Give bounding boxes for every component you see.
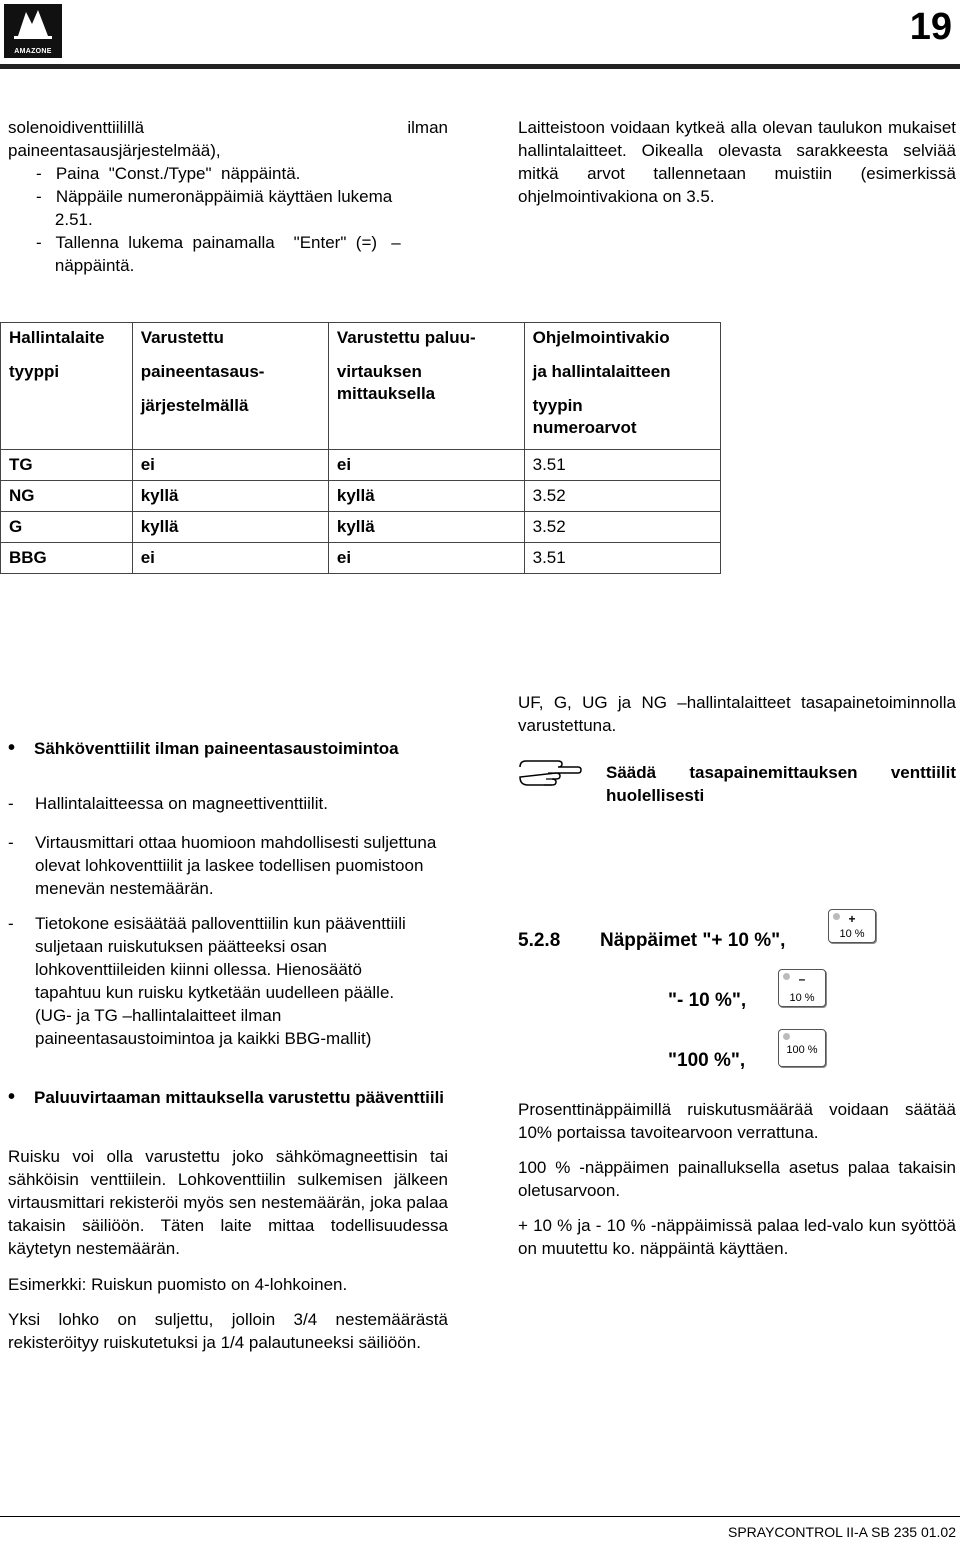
led-icon	[783, 1033, 790, 1040]
text-line: paineentasausjärjestelmää),	[8, 141, 221, 160]
table-cell: ei	[132, 450, 328, 481]
table-header-cell	[132, 323, 328, 450]
list-item: - Paina "Const./Type" näppäintä.	[36, 164, 301, 183]
header-line: Ohjelmointivakio	[532, 328, 670, 347]
table-cell: ei	[328, 450, 524, 481]
minus-10-key[interactable]	[778, 969, 826, 1007]
control-unit-table	[0, 322, 721, 574]
header-line: paineentasaus-	[140, 362, 265, 381]
logo-text: AMAZONE	[14, 48, 52, 55]
bullet-text: • Sähköventtiilit ilman paineentasaustoimintoa	[34, 737, 448, 760]
table-cell: 3.51	[524, 543, 720, 574]
header-line: ja hallintalaitteen	[532, 362, 671, 381]
key-label: 100 %	[786, 1044, 818, 1056]
dash-text: Virtausmittari ottaa huomioon mahdollisesti suljettuna olevat lohkoventtiilit ja laskee todellisen puomistoon menevän nestemäärän.	[35, 833, 437, 898]
right-top-text: Laitteistoon voidaan kytkeä alla olevan taulukon mukaiset hallintalaitteet. Oikealla olevasta sarakkeesta selviää mitkä arvot tallennetaan muistiin (esimerkissä ohjelmointivakiona on 3.5.	[518, 118, 956, 206]
paragraph: Ruisku voi olla varustettu joko sähkömagneettisin tai sähköisin venttiilein. Lohkoventtiilin sulkemisen jälkeen virtausmittari rekisteröi myös sen nestemäärän, joka palaa takaisin säiliöön. Täten laite mittaa todellisuudessa käytetyn nestemäärän.	[8, 1147, 448, 1258]
table-cell: 3.51	[524, 450, 720, 481]
page-header	[0, 0, 960, 64]
key-bottom-label: 10 %	[789, 992, 815, 1004]
section-title: Näppäimet "+ 10 %",	[600, 930, 786, 951]
table-row	[1, 512, 721, 543]
header-line: mittauksella	[336, 384, 436, 403]
key-bottom-label: 10 %	[839, 928, 865, 940]
table-cell: kyllä	[132, 512, 328, 543]
text-line: ilman	[407, 118, 448, 137]
list-item: - Tallenna lukema painamalla "Enter" (=) –	[36, 233, 401, 252]
paragraph: Prosenttinäppäimillä ruiskutusmäärää voidaan säätää 10% portaissa tavoitearvoon verrattuna.	[518, 1100, 956, 1142]
dash-item-1: - Hallintalaitteessa on magneettiventtiilit.	[8, 792, 448, 815]
text-line: solenoidiventtiilillä	[8, 118, 145, 137]
list-item: - Näppäile numeronäppäimiä käyttäen lukema	[36, 187, 393, 206]
key-top-label: +	[848, 912, 856, 926]
dash-text: Tietokone esisäätää palloventtiilin kun pääventtiili suljetaan ruiskutuksen päätteeksi osan lohkoventtiileiden kiinni ollessa. Hienosäätö tapahtuu kun ruisku kytketään uudelleen päälle. (UG- ja TG –hallintalaitteet ilman paineentasaustoimintoa ja kaikki BBG-mallit)	[35, 914, 406, 1048]
table-cell: BBG	[1, 543, 133, 574]
footer-rule	[0, 1516, 960, 1517]
bullet-heading-valves	[34, 737, 448, 760]
table-cell: kyllä	[328, 512, 524, 543]
table-cell: 3.52	[524, 481, 720, 512]
header-line: numeroarvot	[532, 418, 637, 437]
header-line: Hallintalaite	[9, 328, 105, 347]
section-number: 5.2.8	[518, 930, 561, 951]
table-header-cell	[328, 323, 524, 450]
page-number: 19	[909, 6, 952, 48]
bullet-text: • Paluuvirtaaman mittauksella varustettu pääventtiili	[34, 1086, 448, 1109]
plus-10-key[interactable]	[828, 909, 876, 943]
logo-emblem-icon	[4, 4, 62, 44]
table-cell: TG	[1, 450, 133, 481]
header-rule	[0, 64, 960, 69]
pointing-hand-icon	[518, 755, 582, 787]
header-line: tyyppi	[9, 362, 60, 381]
table-header-row	[1, 323, 721, 450]
table-cell: G	[1, 512, 133, 543]
note-text: UF, G, UG ja NG –hallintalaitteet tasapainetoiminnolla varustettuna.	[518, 693, 956, 735]
paragraph: 100 % -näppäimen painalluksella asetus palaa takaisin oletusarvoon.	[518, 1158, 956, 1200]
table-row	[1, 543, 721, 574]
header-line: Varustettu paluu-	[336, 328, 476, 347]
header-line: virtauksen	[336, 362, 422, 381]
paragraph: Esimerkki: Ruiskun puomisto on 4-lohkoinen.	[8, 1275, 348, 1294]
paragraph: + 10 % ja - 10 % -näppäimissä palaa led-valo kun syöttöä on muutettu ko. näppäintä käyttäen.	[518, 1216, 956, 1258]
hundred-label: "100 %",	[668, 1050, 746, 1071]
paragraph: Yksi lohko on suljettu, jolloin 3/4 nestemäärästä rekisteröityy ruiskutetuksi ja 1/4 palautuneeksi säiliöön.	[8, 1310, 448, 1352]
left-top-text	[8, 116, 448, 277]
table-cell: kyllä	[132, 481, 328, 512]
dash-item-3: - Tietokone esisäätää palloventtiilin kun pääventtiili suljetaan ruiskutuksen päätteeksi osan lohkoventtiileiden kiinni ollessa. Hienosäätö tapahtuu kun ruisku kytketään uudelleen päälle. (UG- ja TG –hallintalaitteet ilman paineentasaustoimintoa ja kaikki BBG-mallit)	[8, 912, 448, 1050]
footer-text: SPRAYCONTROL II-A SB 235 01.02	[728, 1524, 956, 1540]
list-item: 2.51.	[36, 210, 93, 229]
table-header-cell	[1, 323, 133, 450]
header-line: tyypin	[532, 396, 583, 415]
table-row	[1, 481, 721, 512]
header-line: järjestelmällä	[140, 396, 249, 415]
table-cell: 3.52	[524, 512, 720, 543]
table-cell: ei	[132, 543, 328, 574]
key-top-label: –	[798, 972, 806, 986]
table-cell: kyllä	[328, 481, 524, 512]
table-cell: NG	[1, 481, 133, 512]
list-item: näppäintä.	[36, 256, 135, 275]
table-header-cell	[524, 323, 720, 450]
table-row	[1, 450, 721, 481]
table-cell: ei	[328, 543, 524, 574]
header-line: Varustettu	[140, 328, 224, 347]
dash-item-2: - Virtausmittari ottaa huomioon mahdollisesti suljettuna olevat lohkoventtiilit ja laskee todellisen puomistoon menevän nestemäärän.	[8, 831, 448, 900]
warning-text: Säädä tasapainemittauksen venttiilit huolellisesti	[606, 763, 956, 805]
amazone-logo	[4, 4, 62, 58]
minus-10-label: "- 10 %",	[668, 990, 747, 1011]
hundred-percent-key[interactable]	[778, 1029, 826, 1067]
dash-text: Hallintalaitteessa on magneettiventtiilit.	[35, 794, 328, 813]
bullet-heading-return-flow	[34, 1086, 448, 1109]
